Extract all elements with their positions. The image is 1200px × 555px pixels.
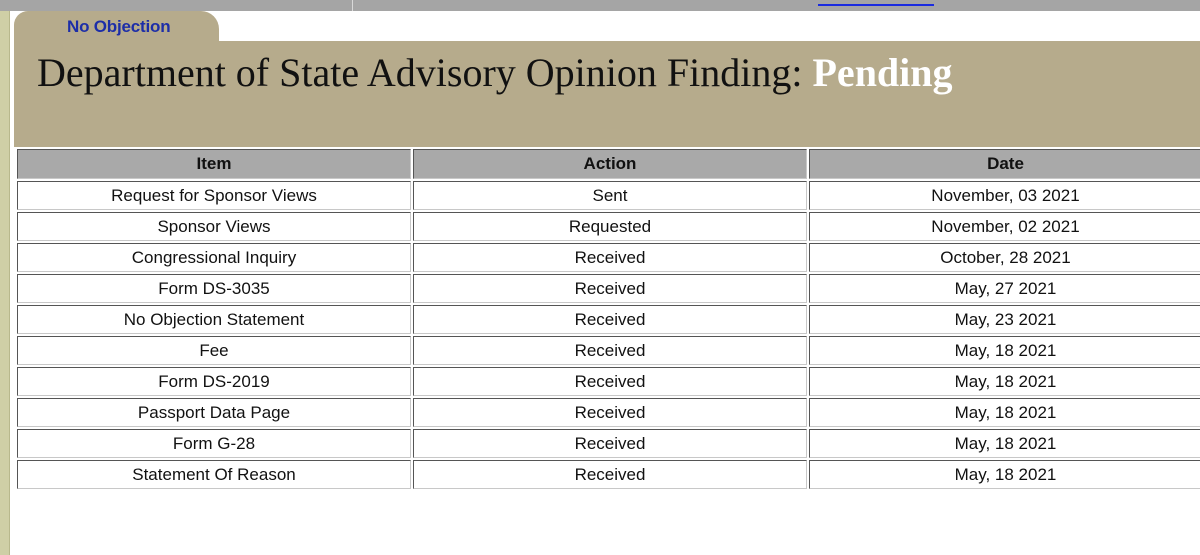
column-header-date: Date: [809, 149, 1200, 179]
cell-action: Received: [413, 367, 807, 396]
history-table: [15, 147, 1200, 491]
table-row: [17, 429, 1200, 458]
table-row: [17, 460, 1200, 489]
table-header-row: [17, 149, 1200, 179]
cell-item: Form G-28: [17, 429, 411, 458]
cell-action: Received: [413, 305, 807, 334]
top-bar: [0, 0, 1200, 11]
cell-item: Congressional Inquiry: [17, 243, 411, 272]
cell-item: Form DS-2019: [17, 367, 411, 396]
column-header-action: Action: [413, 149, 807, 179]
left-rail: [0, 11, 10, 555]
page-title: [37, 49, 953, 96]
cell-item: Form DS-3035: [17, 274, 411, 303]
table-row: [17, 212, 1200, 241]
cell-item: No Objection Statement: [17, 305, 411, 334]
table-row: [17, 336, 1200, 365]
table-row: [17, 367, 1200, 396]
status-value: Pending: [812, 50, 953, 95]
table-row: [17, 181, 1200, 210]
cell-date: May, 18 2021: [809, 336, 1200, 365]
cell-action: Received: [413, 398, 807, 427]
table-row: [17, 274, 1200, 303]
tab-label: No Objection: [67, 17, 171, 36]
table-row: [17, 243, 1200, 272]
finding-header: [14, 41, 1200, 147]
cell-date: May, 23 2021: [809, 305, 1200, 334]
cell-action: Received: [413, 460, 807, 489]
cell-date: November, 02 2021: [809, 212, 1200, 241]
cell-item: Sponsor Views: [17, 212, 411, 241]
cell-action: Received: [413, 429, 807, 458]
cell-date: May, 18 2021: [809, 398, 1200, 427]
table-row: [17, 305, 1200, 334]
cell-action: Received: [413, 274, 807, 303]
cell-date: November, 03 2021: [809, 181, 1200, 210]
cell-date: May, 18 2021: [809, 429, 1200, 458]
cell-date: May, 27 2021: [809, 274, 1200, 303]
cell-date: May, 18 2021: [809, 460, 1200, 489]
top-bar-divider: [352, 0, 353, 11]
cell-action: Received: [413, 336, 807, 365]
column-header-item: Item: [17, 149, 411, 179]
tab-no-objection[interactable]: [14, 11, 219, 42]
cell-action: Received: [413, 243, 807, 272]
history-table-wrap: [15, 147, 1200, 494]
cell-item: Statement Of Reason: [17, 460, 411, 489]
cell-item: Fee: [17, 336, 411, 365]
cell-date: May, 18 2021: [809, 367, 1200, 396]
cell-item: Request for Sponsor Views: [17, 181, 411, 210]
table-row: [17, 398, 1200, 427]
cell-action: Requested: [413, 212, 807, 241]
cell-date: October, 28 2021: [809, 243, 1200, 272]
cell-action: Sent: [413, 181, 807, 210]
page-title-text: Department of State Advisory Opinion Finding:: [37, 50, 813, 95]
cell-item: Passport Data Page: [17, 398, 411, 427]
top-bar-link[interactable]: [818, 0, 934, 6]
